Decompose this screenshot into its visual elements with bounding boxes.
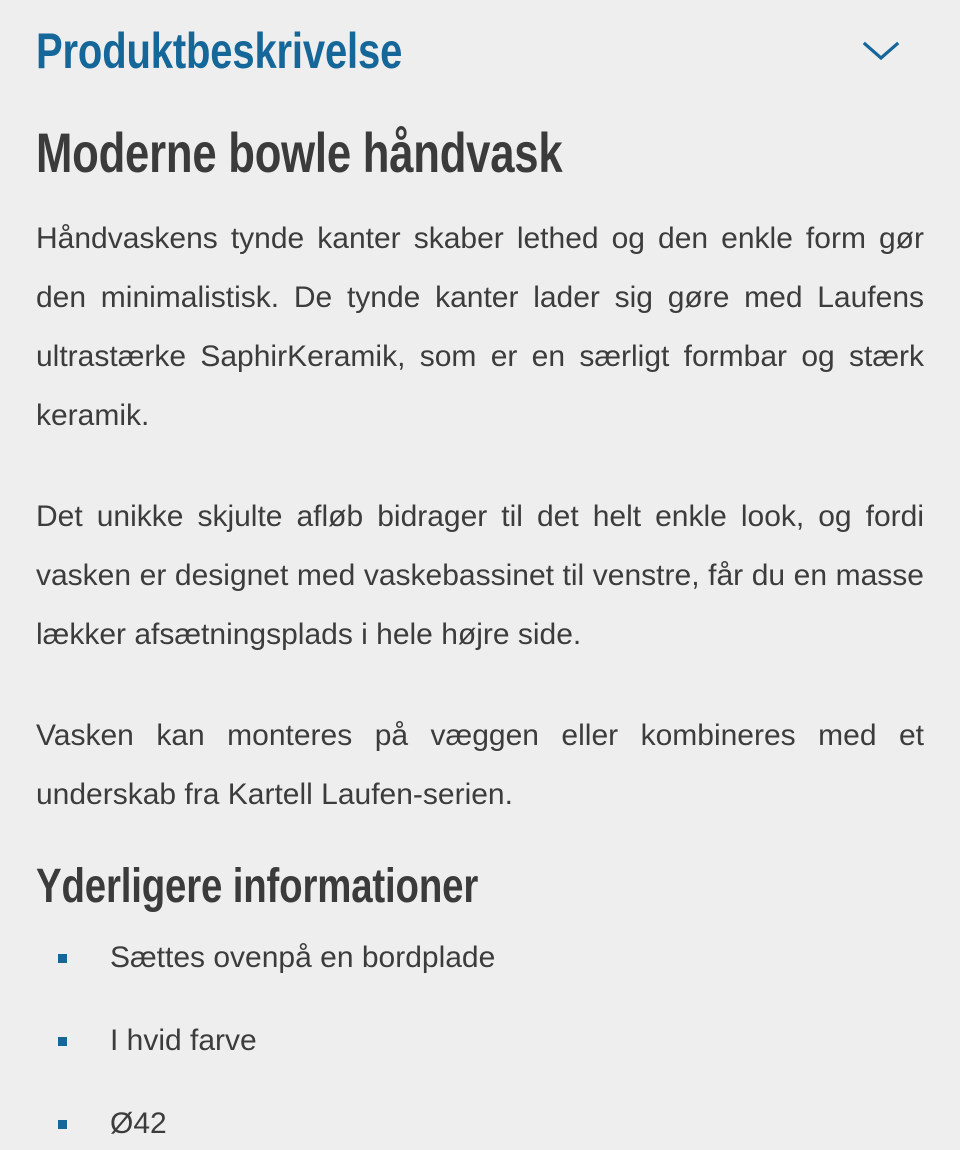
accordion-header[interactable] <box>36 0 924 92</box>
square-bullet-icon <box>58 954 67 963</box>
description-paragraph-3: Vasken kan monteres på væggen eller kombineres med et underskab fra Kartell Laufen-serien. <box>36 718 924 811</box>
product-description-text <box>36 209 924 824</box>
list-item-label: Ø42 <box>110 1107 167 1141</box>
further-information-heading: Yderligere informationer <box>36 859 479 913</box>
further-information-list <box>36 938 924 1144</box>
chevron-down-icon <box>861 39 901 63</box>
list-item <box>36 938 924 978</box>
list-item <box>36 1104 924 1144</box>
product-heading: Moderne bowle håndvask <box>36 121 563 184</box>
list-item <box>36 1021 924 1061</box>
page-title: Produktbeskrivelse <box>36 22 403 79</box>
description-paragraph-1: Håndvaskens tynde kanter skaber lethed og den enkle form gør den minimalistisk. De tynde kanter lader sig gøre med Laufens ultrastærke SaphirKeramik, som er en særligt formbar og stærk keramik. <box>36 221 924 432</box>
list-item-label: Sættes ovenpå en bordplade <box>110 941 496 975</box>
list-item-label: I hvid farve <box>110 1024 257 1058</box>
square-bullet-icon <box>58 1120 67 1129</box>
square-bullet-icon <box>58 1037 67 1046</box>
accordion-toggle-button[interactable] <box>854 24 908 78</box>
description-paragraph-2: Det unikke skjulte afløb bidrager til det helt enkle look, og fordi vasken er designet med vaskebassinet til venstre, får du en masse lækker afsætningsplads i hele højre side. <box>36 499 924 651</box>
